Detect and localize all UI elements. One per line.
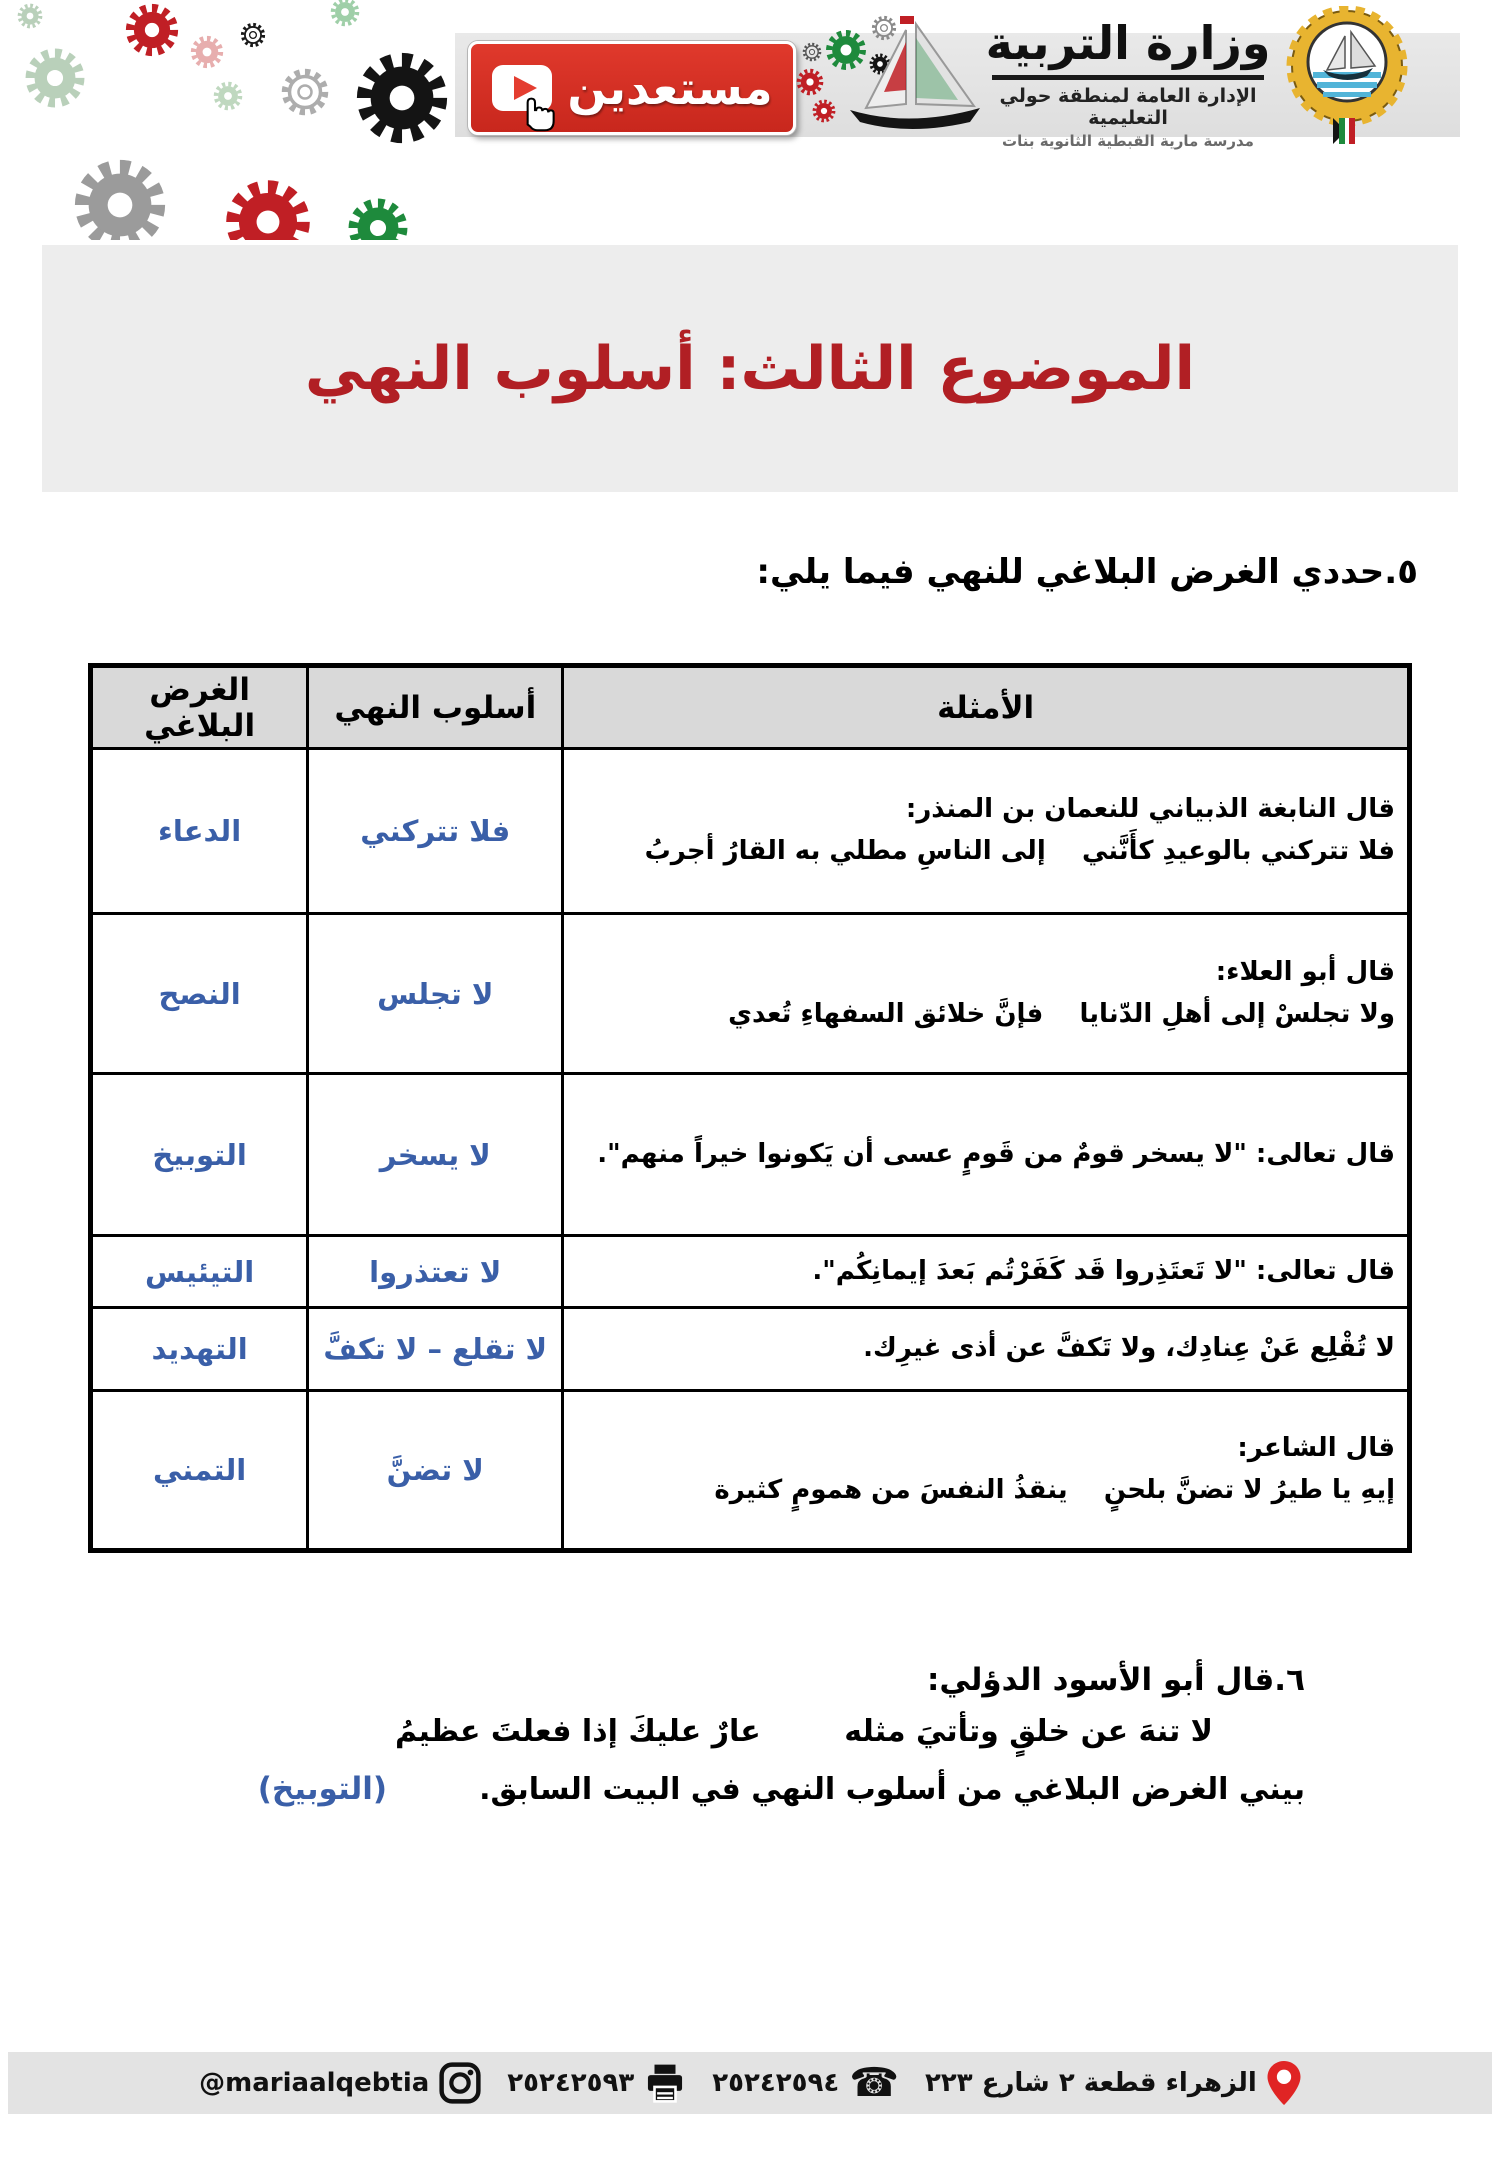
table-row <box>91 1308 1410 1391</box>
fax-printer-icon <box>644 2062 686 2104</box>
table-row <box>91 1074 1410 1236</box>
purpose-answer: النصح <box>91 914 308 1074</box>
ministry-divider <box>992 75 1264 80</box>
location-pin-icon <box>1267 2061 1301 2105</box>
question6-answer: (التوبيخ) <box>257 1771 388 1807</box>
phone-number: ٢٥٢٤٢٥٩٤ <box>712 2068 840 2098</box>
purpose-answer: التمني <box>91 1391 308 1551</box>
example-verse: إيهِ يا طيرُ لا تضنَّ بلحنٍ ينقذُ النفسَ من همومٍ كثيرة <box>714 1475 1395 1505</box>
address-text: الزهراء قطعة ٢ شارع ٢٢٣ <box>925 2068 1257 2098</box>
example-intro: قال تعالى: "لا تَعتَذِروا قَد كَفَرْتُم بَعدَ إيمانِكُم". <box>812 1255 1395 1286</box>
instagram-icon <box>439 2062 481 2104</box>
phone-item <box>712 2060 900 2106</box>
phone-icon: ☎ <box>849 2060 900 2106</box>
table-row <box>91 914 1410 1074</box>
ministry-title: وزارة التربية <box>985 16 1271 70</box>
example-verse: فلا تتركني بالوعيدِ كأَنَّني إلى الناسِ مطلي به القارُ أجربُ <box>644 836 1395 866</box>
ministry-block <box>978 18 1278 150</box>
style-answer: فلا تتركني <box>308 749 563 914</box>
instagram-item[interactable] <box>199 2062 481 2104</box>
col-header-examples: الأمثلة <box>563 666 1410 749</box>
example-intro: قال الشاعر: <box>1237 1433 1395 1464</box>
prohibition-table <box>88 663 1412 1553</box>
hand-cursor-icon <box>515 90 561 136</box>
table-row <box>91 1236 1410 1308</box>
question6-prompt: بيني الغرض البلاغي من أسلوب النهي في البيت السابق. <box>479 1772 1305 1807</box>
purpose-answer: التهديد <box>91 1308 308 1391</box>
address-item <box>925 2061 1301 2105</box>
gears-decoration-icon <box>0 0 460 240</box>
video-button-label: مستعدين <box>567 61 773 115</box>
style-answer: لا تعتذروا <box>308 1236 563 1308</box>
fax-item <box>507 2062 686 2104</box>
topic-banner <box>42 245 1458 492</box>
footer-bar <box>8 2052 1492 2114</box>
ministry-subtitle-1: الإدارة العامة لمنطقة حولي التعليمية <box>999 84 1257 129</box>
purpose-answer: الدعاء <box>91 749 308 914</box>
video-button[interactable] <box>468 41 796 135</box>
table-row <box>91 749 1410 914</box>
table-row <box>91 1391 1410 1551</box>
example-verse: ولا تجلسْ إلى أهلِ الدّنايا فإنَّ خلائق السفهاءِ تُعدي <box>728 998 1395 1029</box>
example-intro: لا تُقْلِع عَنْ عِنادِك، ولا تَكفَّ عن أذى غيرِك. <box>863 1333 1395 1364</box>
question5-text: ٥.حددي الغرض البلاغي للنهي فيما يلي: <box>756 552 1418 592</box>
example-intro: قال تعالى: "لا يسخر قومٌ من قَومٍ عسى أن يَكونوا خيراً منهم". <box>597 1138 1395 1169</box>
question6-block <box>125 1662 1305 1807</box>
example-intro: قال النابغة الذبياني للنعمان بن المنذر: <box>905 794 1395 825</box>
instagram-handle: @mariaalqebtia <box>199 2068 430 2098</box>
col-header-purpose: الغرض البلاغي <box>91 666 308 749</box>
question6-intro: ٦.قال أبو الأسود الدؤلي: <box>927 1662 1305 1698</box>
table-header-row <box>91 666 1410 749</box>
style-answer: لا تضنَّ <box>308 1391 563 1551</box>
purpose-answer: التيئيس <box>91 1236 308 1308</box>
question6-verse: لا تنهَ عن خلقٍ وتأتيَ مثله عارٌ عليكَ إذا فعلتَ عظيمُ <box>394 1714 1213 1749</box>
style-answer: لا تقلع – لا تكفَّ <box>308 1308 563 1391</box>
kuwait-emblem-icon <box>1283 6 1411 144</box>
page-title: الموضوع الثالث: أسلوب النهي <box>304 333 1196 404</box>
example-intro: قال أبو العلاء: <box>1215 956 1395 987</box>
school-logo-graphic <box>788 12 993 140</box>
style-answer: لا يسخر <box>308 1074 563 1236</box>
fax-number: ٢٥٢٤٢٥٩٣ <box>507 2068 635 2098</box>
style-answer: لا تجلس <box>308 914 563 1074</box>
purpose-answer: التوبيخ <box>91 1074 308 1236</box>
col-header-style: أسلوب النهي <box>308 666 563 749</box>
ministry-subtitle-2: مدرسة مارية القبطية الثانوية بنات <box>1002 131 1254 150</box>
